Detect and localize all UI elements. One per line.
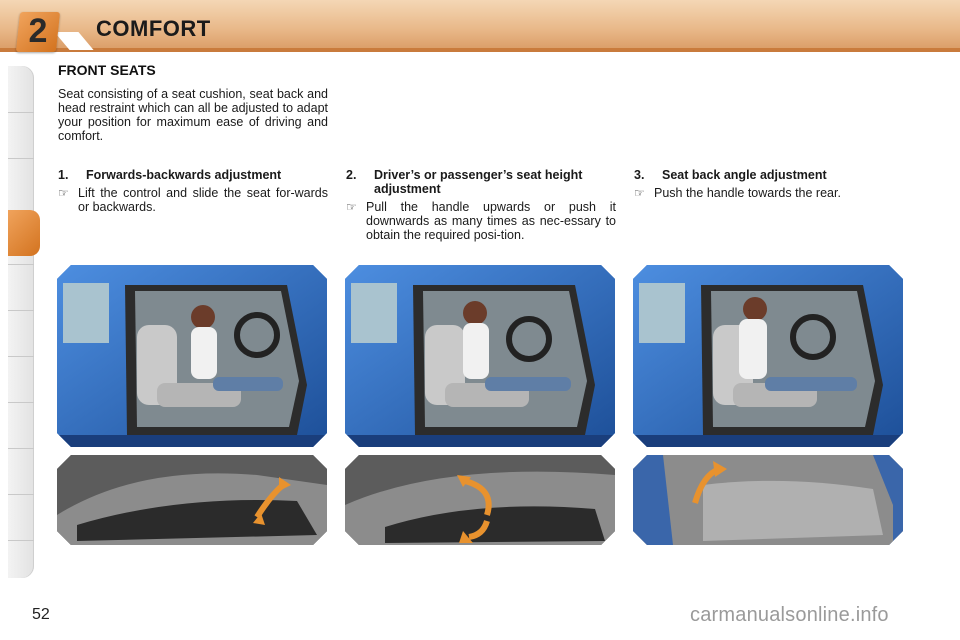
seat-control-detail-illustration-1 — [57, 455, 327, 545]
step-instruction — [634, 186, 904, 200]
side-tab-divider — [8, 402, 34, 403]
car-interior-driver-illustration-2 — [345, 265, 615, 447]
step-heading — [634, 168, 904, 182]
pointing-hand-icon: ☞ — [346, 200, 357, 214]
side-tab-divider — [8, 356, 34, 357]
chapter-number: 2 — [28, 12, 48, 50]
step-column-1 — [58, 168, 328, 214]
step-number: 1. — [58, 168, 69, 182]
side-tab-divider — [8, 264, 34, 265]
step-instruction — [346, 200, 616, 242]
step-number: 2. — [346, 168, 357, 182]
step-column-3 — [634, 168, 904, 200]
step-heading — [58, 168, 328, 182]
step-title: Seat back angle adjustment — [662, 168, 827, 182]
side-tab-divider — [8, 112, 34, 113]
step-instruction-text: Pull the handle upwards or push it downwards as many times as nec-essary to obtain the required posi-tion. — [366, 200, 616, 242]
step-number: 3. — [634, 168, 645, 182]
page-number: 52 — [32, 606, 50, 623]
step-title: Driver’s or passenger’s seat height adjustment — [374, 168, 583, 196]
car-interior-driver-illustration-3 — [633, 265, 903, 447]
car-interior-driver-illustration-1 — [57, 265, 327, 447]
side-tab-divider — [8, 540, 34, 541]
step-heading — [346, 168, 616, 196]
seat-control-detail-illustration-3 — [633, 455, 903, 545]
side-tab-active-chapter[interactable] — [8, 210, 40, 256]
step-instruction-text: Push the handle towards the rear. — [654, 186, 841, 200]
step-instruction — [58, 186, 328, 214]
seat-control-detail-illustration-2 — [345, 455, 615, 545]
side-tab-divider — [8, 494, 34, 495]
site-watermark: carmanualsonline.info — [690, 604, 889, 626]
chapter-title: COMFORT — [96, 16, 211, 41]
side-tab-divider — [8, 310, 34, 311]
header-underline — [0, 48, 960, 52]
step-instruction-text: Lift the control and slide the seat for-wards or backwards. — [78, 186, 328, 214]
side-tab-divider — [8, 158, 34, 159]
pointing-hand-icon: ☞ — [634, 186, 645, 200]
step-title: Forwards-backwards adjustment — [86, 168, 282, 182]
side-tab-divider — [8, 448, 34, 449]
chapter-side-tabs — [8, 66, 34, 578]
section-intro-paragraph: Seat consisting of a seat cushion, seat back and head restraint which can all be adjusted to adapt your position for maximum ease of driving and comfort. — [58, 87, 328, 143]
section-title: FRONT SEATS — [58, 62, 156, 78]
pointing-hand-icon: ☞ — [58, 186, 69, 200]
step-column-2 — [346, 168, 616, 242]
